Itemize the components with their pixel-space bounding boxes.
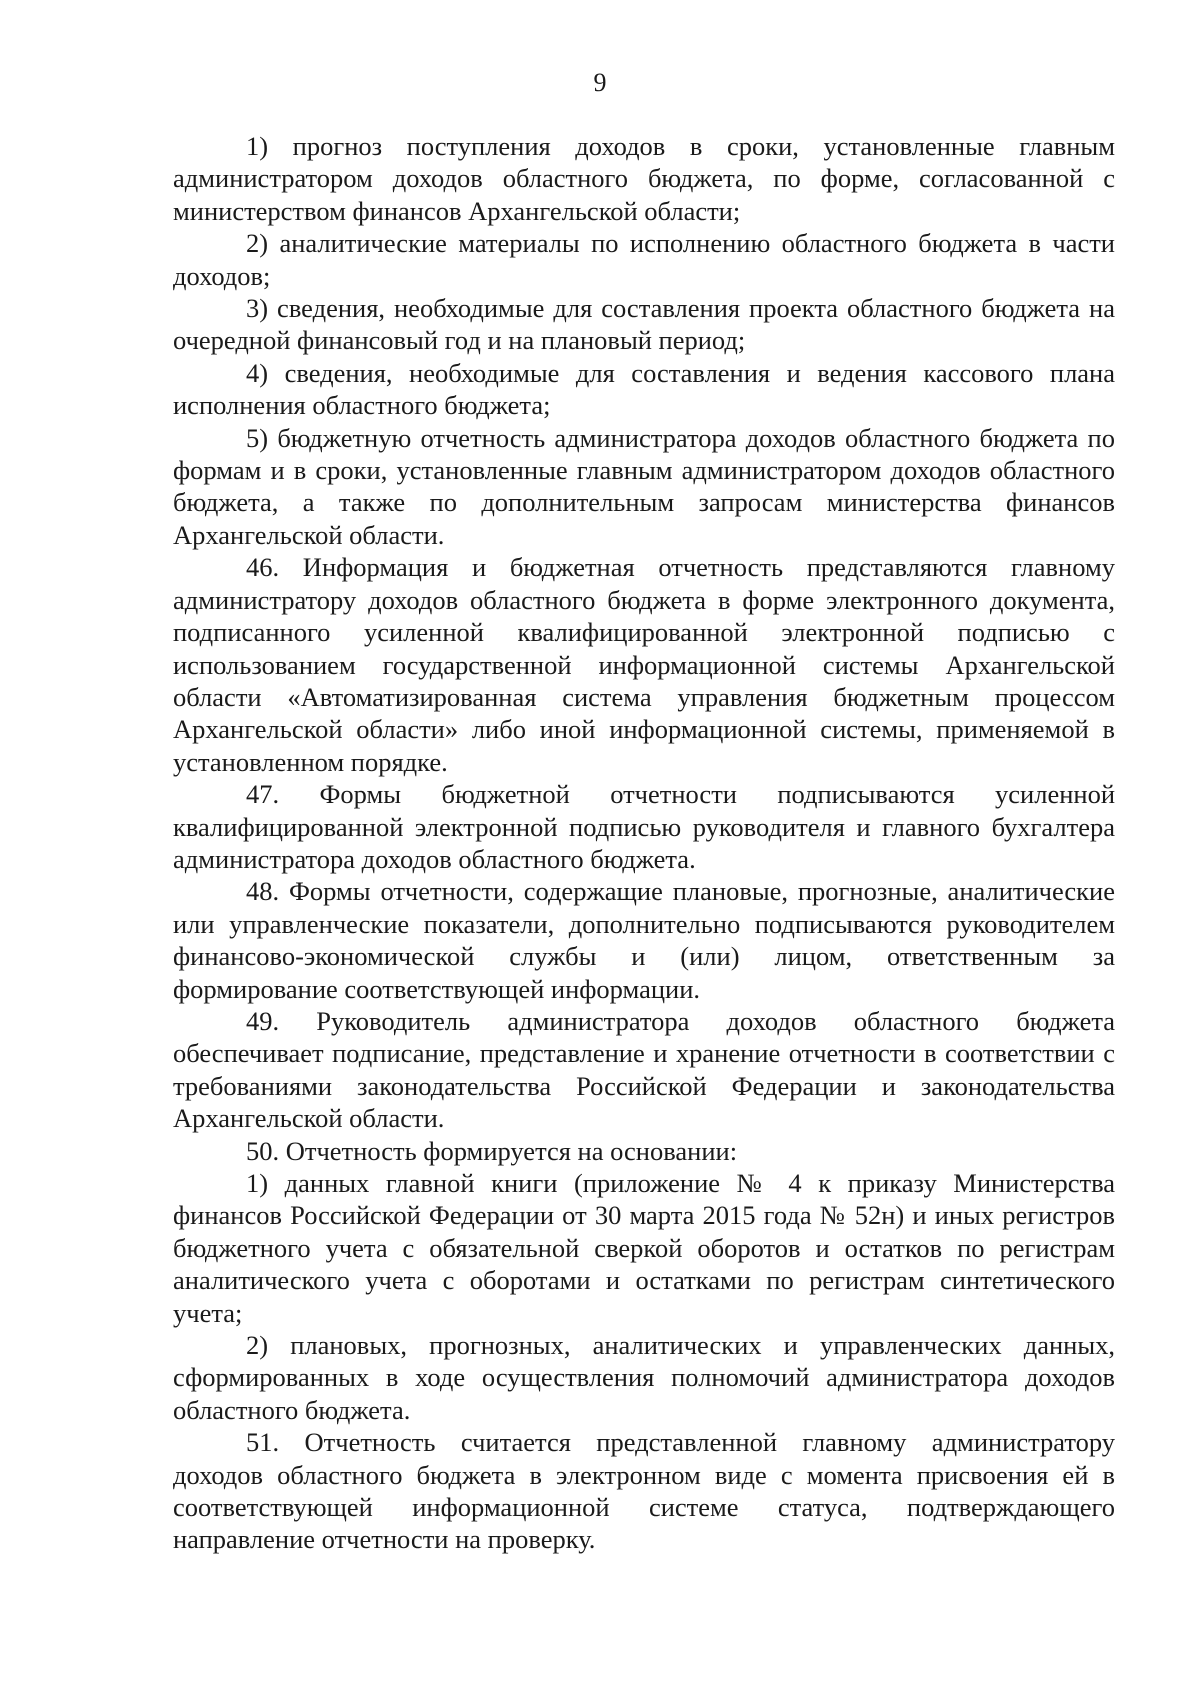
paragraph-48: 48. Формы отчетности, содержащие плановые, прогнозные, аналитические или управленческие показатели, дополнительно подписываются руководителем финансово-экономической службы и (или) лицом, ответственным за формирование соответствующей информации. <box>173 876 1115 1004</box>
paragraph-47: 47. Формы бюджетной отчетности подписываются усиленной квалифицированной электронной подписью руководителя и главного бухгалтера администратора доходов областного бюджета. <box>173 779 1115 874</box>
paragraph-50-item-1: 1) данных главной книги (приложение № 4 к приказу Министерства финансов Российской Федерации от 30 марта 2015 года № 52н) и иных регистров бюджетного учета с обязательной сверкой оборотов и остатков по регистрам аналитического учета с оборотами и остатками по регистрам синтетического учета; <box>173 1168 1115 1328</box>
paragraph-item-3: 3) сведения, необходимые для составления проекта областного бюджета на очередной финансовый год и на плановый период; <box>173 293 1115 356</box>
paragraph-50: 50. Отчетность формируется на основании: <box>246 1135 738 1166</box>
paragraph-item-4: 4) сведения, необходимые для составления и ведения кассового плана исполнения областного бюджета; <box>173 357 1115 421</box>
paragraph-51: 51. Отчетность считается представленной главному администратору доходов областного бюджета в электронном виде с момента присвоения ей в соответствующей информационной системе статуса, подтверждающего направление отчетности на проверку. <box>173 1427 1115 1555</box>
document-body <box>173 130 1115 1556</box>
page-number: 9 <box>593 68 607 97</box>
paragraph-50-item-2: 2) плановых, прогнозных, аналитических и управленческих данных, сформированных в ходе осуществления полномочий администратора доходов областного бюджета. <box>173 1330 1115 1425</box>
paragraph-item-5: 5) бюджетную отчетность администратора доходов областного бюджета по формам и в сроки, установленные главным администратором доходов областного бюджета, а также по дополнительным запросам министерства финансов Архангельской области. <box>173 422 1115 550</box>
paragraph-item-1: 1) прогноз поступления доходов в сроки, установленные главным администратором доходов областного бюджета, по форме, согласованной с министерством финансов Архангельской области; <box>173 131 1115 226</box>
paragraph-46: 46. Информация и бюджетная отчетность представляются главному администратору доходов областного бюджета в форме электронного документа, подписанного усиленной квалифицированной электронной подписью с использованием государственной информационной системы Архангельской области «Автоматизированная система управления бюджетным процессом Архангельской области» либо иной информационной системы, применяемой в установленном порядке. <box>173 552 1115 777</box>
paragraph-item-2: 2) аналитические материалы по исполнению областного бюджета в части доходов; <box>173 228 1115 291</box>
paragraph-49: 49. Руководитель администратора доходов областного бюджета обеспечивает подписание, представление и хранение отчетности в соответствии с требованиями законодательства Российской Федерации и законодательства Архангельской области. <box>173 1005 1115 1134</box>
